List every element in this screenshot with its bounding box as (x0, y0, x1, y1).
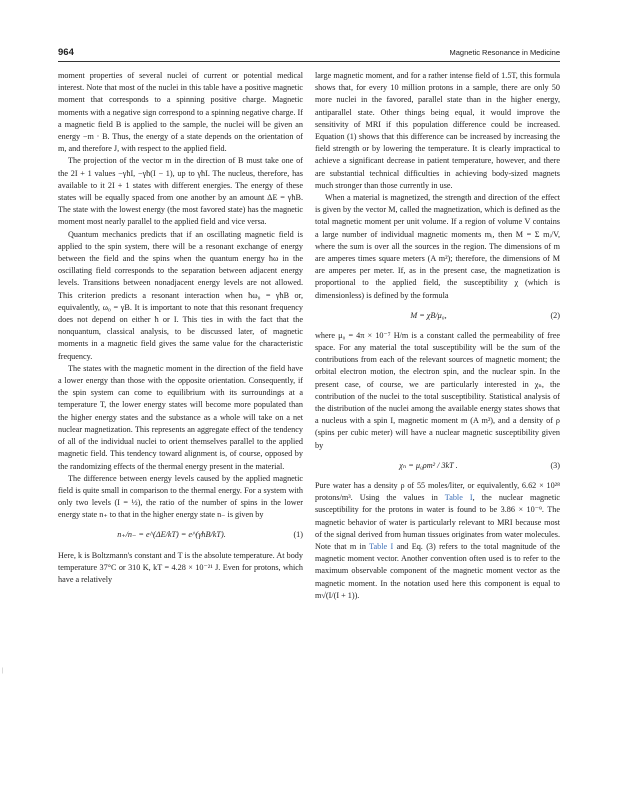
equation-number: (1) (293, 530, 303, 540)
equation-3 (315, 457, 560, 475)
text-run: and Eq. (3) refers to the total magnitude of the magnetic moment vector. Another convention often used is to refer to the maximum observable component of the magnetic moment vector as the magnetic moment. In the notation used here this component is equal to m√(I/(I + 1)). (315, 541, 560, 600)
text-run: Pure water has a density ρ of 55 moles/liter, or equivalently, 6.62 × 10²⁸ protons/m³. Using the values in (315, 480, 560, 503)
equation-1 (58, 527, 303, 545)
right-column (315, 70, 560, 602)
page-number: 964 (58, 47, 74, 58)
equation-number: (2) (550, 310, 560, 320)
table-link[interactable]: Table I (369, 541, 394, 551)
paragraph: where μ₀ = 4π × 10⁻⁷ H/m is a constant called the permeability of free space. For any material the total susceptibility will be the sum of the contributions from each of the relevant sources of magnetic moment; the orbital electron motion, the electron spin, and the nuclear spin. In the present case, of course, we are particularly interested in χₙ, the contribution of the nuclei to the total susceptibility. Statistical analysis of the distribution of the nuclei among the available energy states shows that a nucleus with a spin I, magnetic moment m (A m²), and a density of ρ (spins per cubic meter) will have a nuclear magnetic susceptibility given by (315, 330, 560, 450)
equation-2 (315, 307, 560, 325)
paragraph: Quantum mechanics predicts that if an oscillating magnetic field is applied to the spin system, there will be a resonant exchange of energy between the field and the spins when the quantum energy ħω in the oscillating field corresponds to the separation between adjacent energy levels. Transitions between nonadjacent energy levels are not allowed. This criterion predicts a resonant interaction when ħω₀ = γħB or, equivalently, ω₀ = γB. It is important to note that this resonant frequency does not depend on either ħ or I. This ties in with the fact that the nonquantum, classical analysis, to be discussed later, of magnetic moments in a magnetic field gives the same value for the characteristic frequency. (58, 229, 303, 361)
equation-number: (3) (550, 460, 560, 470)
paragraph: moment properties of several nuclei of current or potential medical interest. Note that most of the nuclei in this table have a positive magnetic moment that corresponds to a spinning positive charge. Magnetic moments with a negative sign correspond to a spinning negative charge. If a magnetic field B is applied to the sample, the nuclei will be given an energy −m · B. Thus, the energy of a state depends on the orientation of m, and therefore J, with respect to the applied field. (58, 71, 303, 154)
journal-title: Magnetic Resonance in Medicine (449, 48, 560, 57)
paragraph: When a material is magnetized, the strength and direction of the effect is given by the vector M, called the magnetization, which is defined as the total magnetic moment per unit volume. If a region of volume V contains a large number of individual magnetic moments mᵢ, then M = Σ mᵢ/V, where the sum is over all the sources in the region. The dimensions of m are amperes times square meters (A m²); therefore, the dimensions of M are amperes per meter. If, as in the present case, the magnetization is proportional to the applied field, the susceptibility χ (which is dimensionless) is defined by the formula (315, 193, 560, 300)
running-header (58, 47, 560, 62)
paragraph: The states with the magnetic moment in the direction of the field have a lower energy than those with the opposite orientation. Consequently, if the spin system can come to equilibrium with its surroundings at a temperature T, the lower energy states will become more populated than the higher energy states and the substance as a whole will take on a net nuclear magnetization. This represents an aggregate effect of the tendency of all of the individual nuclei to orient themselves parallel to the applied magnetic field. This tendency toward alignment is, of course, opposed by the randomizing effects of the thermal energy present in the material. (58, 363, 303, 471)
equation-body: n₊/n₋ = e^(ΔE/kT) = e^(γħB/kT). (117, 530, 226, 540)
left-column (58, 70, 303, 586)
paragraph: large magnetic moment, and for a rather intense field of 1.5T, this formula shows that, for every 10 million protons in a sample, there are only 50 more nuclei in the favored, parallel state than in the higher energy, antiparallel state. Other things being equal, it would improve the sensitivity of MRI if this population difference could be increased. Equation (1) shows that this difference can be increased by increasing the field strength or by lowering the temperature. It is clearly impractical to achieve a significant decrease in patient temperature, however, and there are substantial technical difficulties in achieving body-sized magnets much stronger than those currently in use. (315, 71, 560, 190)
equation-body: M = χB/μ₀, (410, 310, 447, 320)
paragraph: The projection of the vector m in the direction of B must take one of the 2I + 1 values −γħI, −γħ(I − 1), up to γħI. The nucleus, therefore, has available to it 2I + 1 states with different energies. The energy of these states will be equally spaced from one another by an amount ΔE = γħB. The state with the lowest energy (the most favored state) has the magnetic moment most nearly parallel to the applied field and vice versa. (58, 156, 303, 227)
paragraph: The difference between energy levels caused by the applied magnetic field is quite small in comparison to the thermal energy. For a system with only two levels (I = ½), the ratio of the number of spins in the lower energy state n₊ to that in the higher energy state n₋ is given by (58, 473, 303, 520)
table-link[interactable]: Table I (444, 493, 473, 503)
text-run: , the nuclear magnetic susceptibility for the protons in water is found to be 3.86 × 10⁻⁹. The magnetic behavior of water is particularly relevant to MRI because most of the signal derived from human tissues originates from water molecules. Note that m in (315, 493, 560, 551)
paragraph (315, 480, 560, 602)
paragraph: Here, k is Boltzmann's constant and T is the absolute temperature. At body temperature 37°C or 310 K, kT = 4.28 × 10⁻²¹ J. Even for protons, which have a relatively (58, 550, 303, 584)
equation-body: χₙ = μ₀ρm² / 3kT . (399, 460, 458, 470)
edge-mark: | (2, 668, 4, 674)
